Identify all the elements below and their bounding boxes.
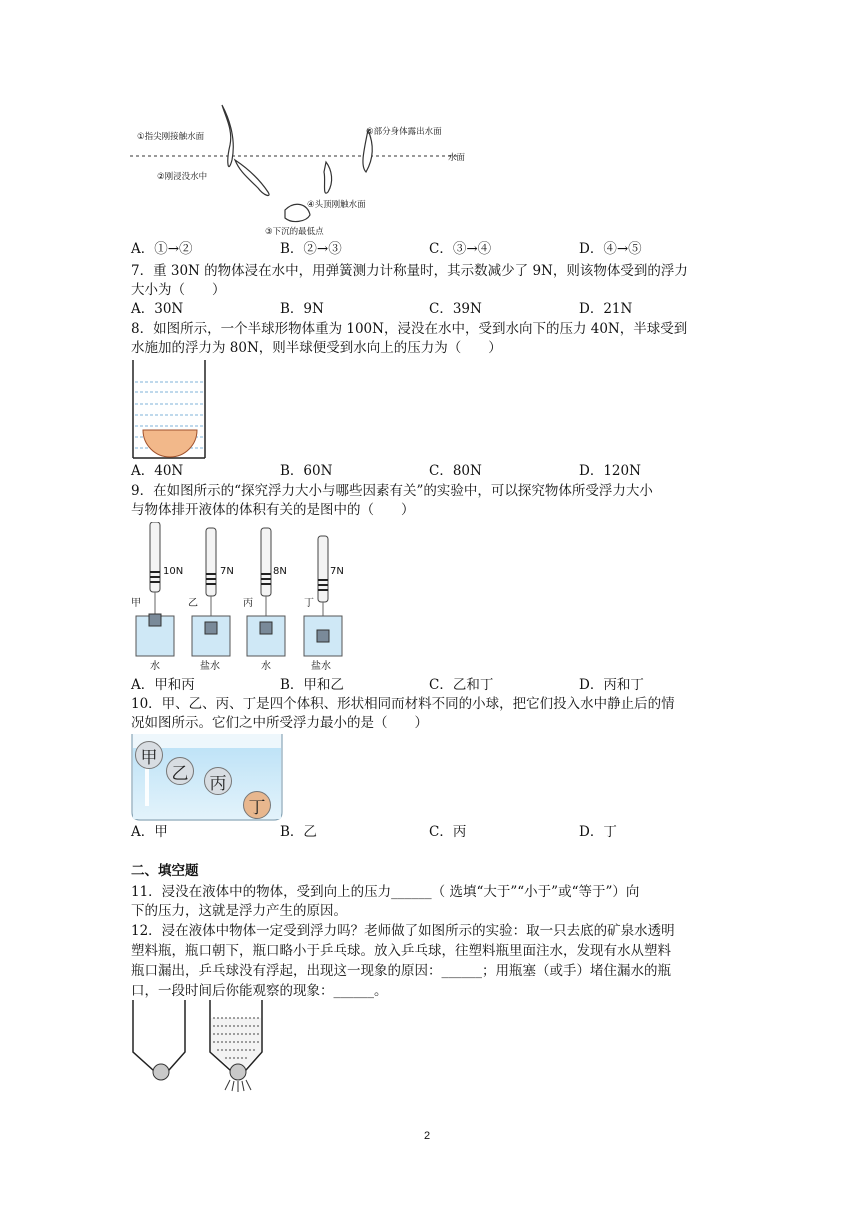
liquid-label-1: 水 xyxy=(150,661,160,672)
q10-option-a[interactable]: A．甲 xyxy=(131,824,168,840)
q11-stem-line-1: 11．浸没在液体中的物体，受到向上的压力______（ 选填“大于”“小于”或“等于”）向 xyxy=(131,884,640,900)
liquid-label-3: 水 xyxy=(261,661,271,672)
ball-1 xyxy=(135,741,163,769)
q12-stem-line-3: 瓶口漏出，乒乓球没有浮起，出现这一现象的原因：______；用瓶塞（或手）堵住漏水的瓶 xyxy=(131,963,671,979)
spring-scale-setup-2 xyxy=(192,528,230,656)
q9-stem-line-2: 与物体排开液体的体积有关的是图中的（ ） xyxy=(131,502,415,518)
q9-option-c[interactable]: C．乙和丁 xyxy=(429,677,494,693)
ball-2 xyxy=(166,757,194,785)
q12-stem-line-2: 塑料瓶，瓶口朝下，瓶口略小于乒乓球。放入乒乓球，往塑料瓶里面注水，发现有水从塑料 xyxy=(131,943,671,959)
q7-option-c[interactable]: C．39N xyxy=(429,301,482,317)
ball-label: 丙 xyxy=(209,773,227,794)
hemisphere-container-figure xyxy=(131,360,207,460)
q11-stem-line-2: 下的压力，这就是浮力产生的原因。 xyxy=(131,903,347,919)
ball-4 xyxy=(243,791,271,819)
diver-label-1: ①指尖刚接触水面 xyxy=(137,132,205,142)
q8-option-b[interactable]: B．60N xyxy=(280,463,333,479)
spring-scale-setup-1 xyxy=(136,522,174,656)
q10-stem-line-2: 况如图所示。它们之中所受浮力最小的是（ ） xyxy=(131,715,428,731)
section-heading: 二、填空题 xyxy=(131,863,199,879)
q12-stem-line-1: 12．浸在液体中物体一定受到浮力吗？老师做了如图所示的实验：取一只去底的矿泉水透明 xyxy=(131,923,675,939)
setup-name-1: 甲 xyxy=(131,598,141,609)
q10-option-b[interactable]: B．乙 xyxy=(280,824,317,840)
diver-shape xyxy=(324,162,332,193)
ball-label: 甲 xyxy=(140,747,158,768)
bottle-empty xyxy=(133,1000,185,1070)
ball-3 xyxy=(204,767,232,795)
q9-option-a[interactable]: A．甲和丙 xyxy=(131,677,195,693)
water-surface-label: 水面 xyxy=(448,153,466,163)
q7-stem-line-2: 大小为（ ） xyxy=(131,282,226,298)
setup-name-2: 乙 xyxy=(188,598,198,609)
diver-label-3: ③下沉的最低点 xyxy=(265,227,324,237)
q12-stem-line-4: 口，一段时间后你能观察的现象：______。 xyxy=(131,983,388,999)
scale-reading-1: 10N xyxy=(163,566,184,577)
q7-option-d[interactable]: D．21N xyxy=(579,301,633,317)
q7-option-b[interactable]: B．9N xyxy=(280,301,324,317)
q10-option-c[interactable]: C．丙 xyxy=(429,824,467,840)
page-number: 2 xyxy=(424,1130,431,1142)
q9-option-d[interactable]: D．丙和丁 xyxy=(579,677,644,693)
scale-reading-2: 7N xyxy=(220,566,234,577)
q10-option-d[interactable]: D．丁 xyxy=(579,824,617,840)
bottle-experiment-figure xyxy=(131,1000,281,1092)
q6-option-a[interactable]: A．①→② xyxy=(131,241,193,257)
q6-option-c[interactable]: C．③→④ xyxy=(429,241,492,257)
scale-reading-4: 7N xyxy=(330,566,344,577)
scale-reading-3: 8N xyxy=(273,566,287,577)
q10-stem-line-1: 10．甲、乙、丙、丁是四个体积、形状相同而材料不同的小球，把它们投入水中静止后的情 xyxy=(131,696,675,712)
q7-option-a[interactable]: A．30N xyxy=(131,301,184,317)
diver-label-4: ④头顶刚触水面 xyxy=(307,200,366,210)
diver-figure-drawing xyxy=(130,100,460,235)
q8-option-d[interactable]: D．120N xyxy=(579,463,641,479)
setup-name-4: 丁 xyxy=(304,598,314,609)
q9-stem-line-1: 9．在如图所示的“探究浮力大小与哪些因素有关”的实验中，可以探究物体所受浮力大小 xyxy=(131,483,653,499)
diver-label-5: ⑤部分身体露出水面 xyxy=(366,127,442,137)
q6-option-d[interactable]: D．④→⑤ xyxy=(579,241,642,257)
q7-stem-line-1: 7．重 30N 的物体浸在水中，用弹簧测力计称量时，其示数减少了 9N，则该物体受到的浮力 xyxy=(131,263,688,279)
diver-shape xyxy=(222,105,233,167)
diver-label-2: ②刚浸没水中 xyxy=(157,172,208,182)
hemisphere-object xyxy=(143,430,197,457)
q9-option-b[interactable]: B．甲和乙 xyxy=(280,677,344,693)
q8-option-a[interactable]: A．40N xyxy=(131,463,184,479)
q8-option-c[interactable]: C．80N xyxy=(429,463,482,479)
ping-pong-ball xyxy=(153,1064,169,1080)
diver-shape xyxy=(235,160,269,195)
q8-stem-line-2: 水施加的浮力为 80N，则半球便受到水向上的压力为（ ） xyxy=(131,340,502,356)
q8-stem-line-1: 8．如图所示，一个半球形物体重为 100N，浸没在水中，受到水向下的压力 40N，半球受到 xyxy=(131,321,688,337)
spring-scale-setup-3 xyxy=(247,528,285,656)
liquid-label-2: 盐水 xyxy=(200,661,220,672)
ping-pong-ball xyxy=(230,1064,246,1080)
liquid-label-4: 盐水 xyxy=(311,661,331,672)
q6-option-b[interactable]: B．②→③ xyxy=(280,241,342,257)
ball-label: 丁 xyxy=(248,797,266,818)
setup-name-3: 丙 xyxy=(243,598,253,609)
ball-label: 乙 xyxy=(171,763,189,784)
